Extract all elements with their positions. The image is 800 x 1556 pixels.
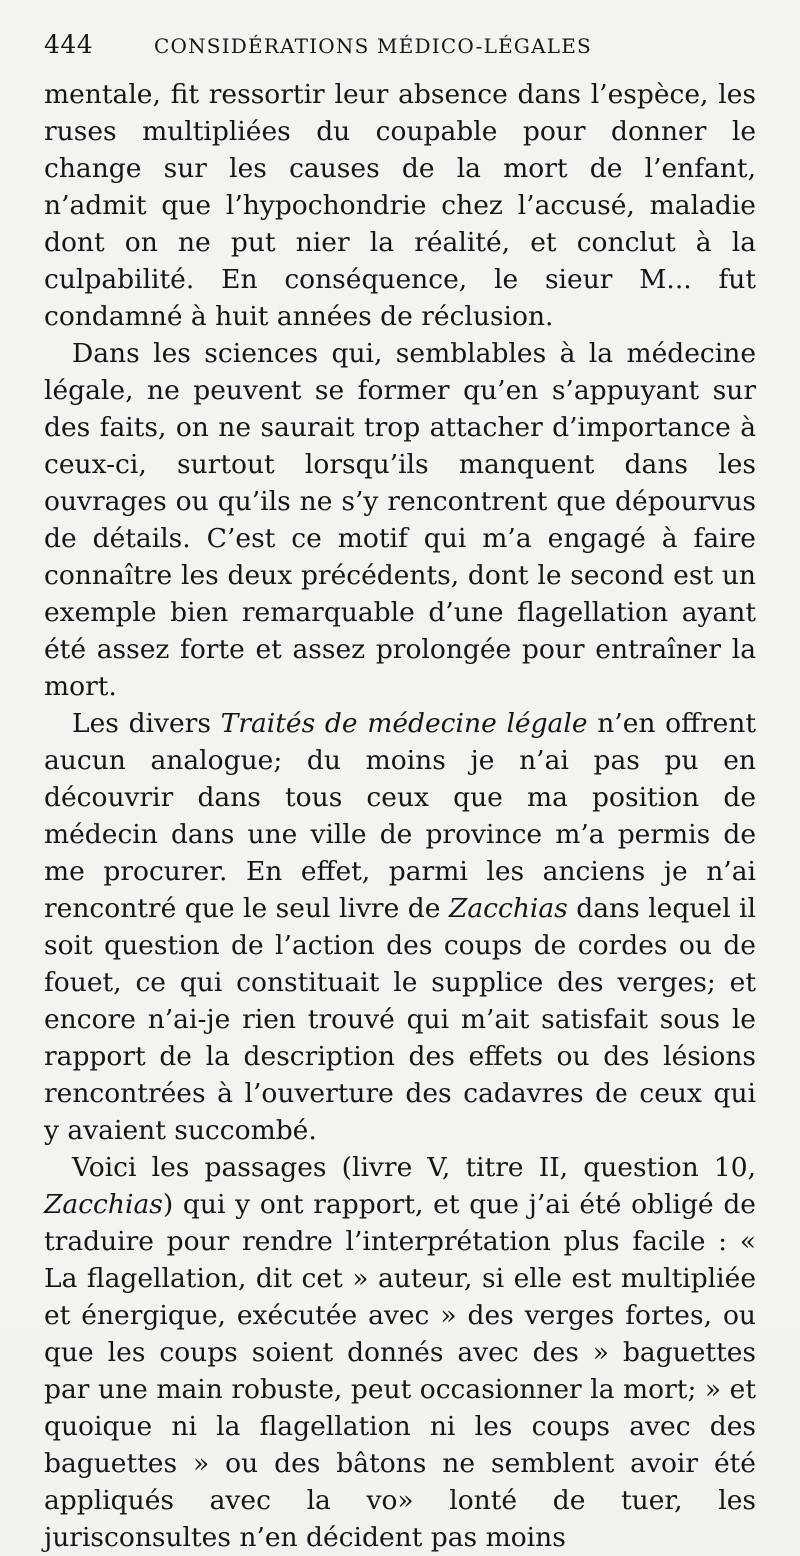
running-head [44,30,756,74]
text-segment: Dans les sciences qui, semblables à la médecine légale, ne peuvent se former qu’en s’appuyant sur des faits, on ne saurait trop attacher d’importance à ceux-ci, surtout lorsqu’ils manquent dans les ouvrages ou qu’ils ne s’y rencontrent que dépourvus de détails. C’est ce motif qui m’a engagé à faire connaître les deux précédents, dont le second est un exemple bien remarquable d’une flagellation ayant été assez forte et assez prolongée pour entraîner la mort. [44,338,756,702]
paragraph-1 [44,76,756,335]
italic-author: Zacchias [448,893,568,924]
page-number: 444 [44,30,94,59]
text-segment: dans lequel il soit question de l’action des coups de cordes ou de fouet, ce qui constituait le supplice des verges; et encore n’ai-je rien trouvé qui m’ait satisfait sous le rapport de la description des effets ou des lésions rencontrées à l’ouverture des cadavres de ceux qui y avaient succombé. [44,893,757,1146]
text-segment: Voici les passages (livre V, titre II, question 10, [72,1152,756,1183]
text-segment: ) qui y ont rapport, et que j’ai été obligé de traduire pour rendre l’interprétation plus facile : « La flagellation, dit cet » auteur, si elle est multipliée et énergique, exécutée avec » des verges fortes, ou que les coups soient donnés avec des » baguettes par une main robuste, peut occasionner la mort; » et quoique ni la flagellation ni les coups avec des baguettes » ou des bâtons ne semblent avoir été appliqués avec la vo» lonté de tuer, les jurisconsultes n’en décident pas moins [44,1189,756,1553]
text-segment: n’en offrent aucun analogue; du moins je n’ai pas pu en découvrir dans tous ceux que ma position de médecin dans une ville de province m’a permis de me procurer. En effet, parmi les anciens je n’ai rencontré que le seul livre de [44,708,757,924]
italic-title: Traités de médecine légale [220,708,588,739]
text-segment: Les divers [72,708,221,739]
italic-author: Zacchias [44,1189,163,1220]
paragraph-4 [44,1149,756,1556]
body-text [44,76,756,1556]
text-segment: mentale, fit ressortir leur absence dans l’espèce, les ruses multipliées du coupable pour donner le change sur les causes de la mort de l’enfant, n’admit que l’hypochondrie chez l’accusé, maladie dont on ne put nier la réalité, et conclut à la culpabilité. En conséquence, le sieur M... fut condamné à huit années de réclusion. [44,79,756,332]
paragraph-3 [44,705,756,1149]
running-title: CONSIDÉRATIONS MÉDICO-LÉGALES [154,34,592,58]
paragraph-2 [44,335,756,705]
